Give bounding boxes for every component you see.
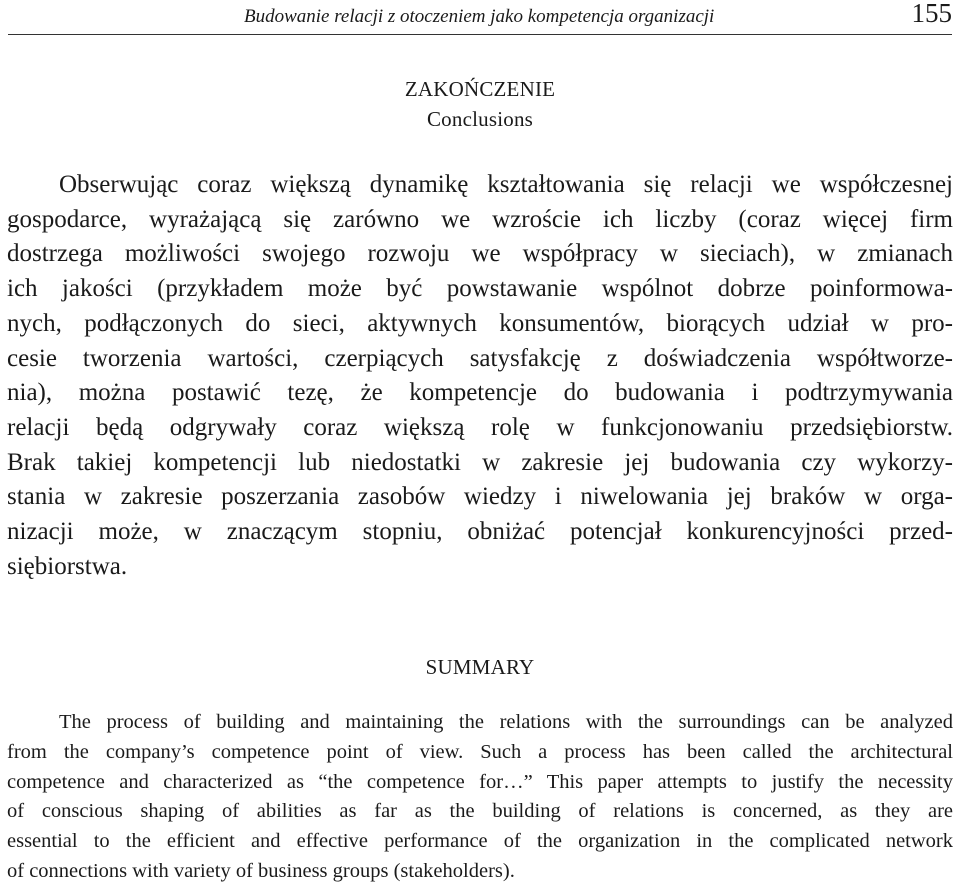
paragraph-line: nizacji może, w znaczącym stopniu, obniżać potencjał konkurencyjności przed- <box>7 518 953 546</box>
summary-line: of conscious shaping of abilities as far as the building of relations is concerned, as they are <box>7 800 953 823</box>
paragraph-line: stania w zakresie poszerzania zasobów wiedzy i niwelowania jej braków w orga- <box>7 483 953 511</box>
summary-line: of connections with variety of business groups (stakeholders). <box>7 859 515 882</box>
conclusion-heading: ZAKOŃCZENIE <box>404 77 556 101</box>
summary-line: The process of building and maintaining the relations with the surroundings can be analyzed <box>59 711 953 733</box>
paragraph-line: siębiorstwa. <box>7 552 128 580</box>
summary-paragraph <box>7 708 953 887</box>
conclusion-paragraph <box>7 168 953 584</box>
summary-line: from the company’s competence point of view. Such a process has been called the architectural <box>7 740 953 763</box>
paragraph-line: ich jakości (przykładem może być powstawanie wspólnot dobrze poinformowa- <box>7 275 953 303</box>
conclusion-subheading: Conclusions <box>426 107 534 131</box>
paragraph-line: dostrzega możliwości swojego rozwoju we współpracy w sieciach), w zmianach <box>7 240 953 268</box>
summary-heading: SUMMARY <box>425 655 535 679</box>
paragraph-line: relacji będą odgrywały coraz większą rolę w funkcjonowaniu przedsiębiorstw. <box>7 413 953 441</box>
paragraph-line: gospodarce, wyrażającą się zarówno we wzroście ich liczby (coraz więcej firm <box>7 205 953 233</box>
page-number: 155 <box>911 0 952 28</box>
paragraph-line: Obserwując coraz większą dynamikę kształtowania się relacji we współczesnej <box>59 171 953 198</box>
paragraph-line: Brak takiej kompetencji lub niedostatki w zakresie jej budowania czy wykorzy- <box>7 448 953 476</box>
running-title: Budowanie relacji z otoczeniem jako kompetencja organizacji <box>244 6 715 27</box>
paragraph-line: cesie tworzenia wartości, czerpiących satysfakcję z doświadczenia współtworze- <box>7 344 953 372</box>
paragraph-line: nia), można postawić tezę, że kompetencje do budowania i podtrzymywania <box>7 379 953 407</box>
summary-line: competence and characterized as “the competence for…” This paper attempts to justify the necessity <box>7 770 953 793</box>
page-header <box>8 0 952 35</box>
summary-line: essential to the efficient and effective performance of the organization in the complicated network <box>7 830 953 853</box>
paragraph-line: nych, podłączonych do sieci, aktywnych konsumentów, biorących udział w pro- <box>7 309 953 337</box>
